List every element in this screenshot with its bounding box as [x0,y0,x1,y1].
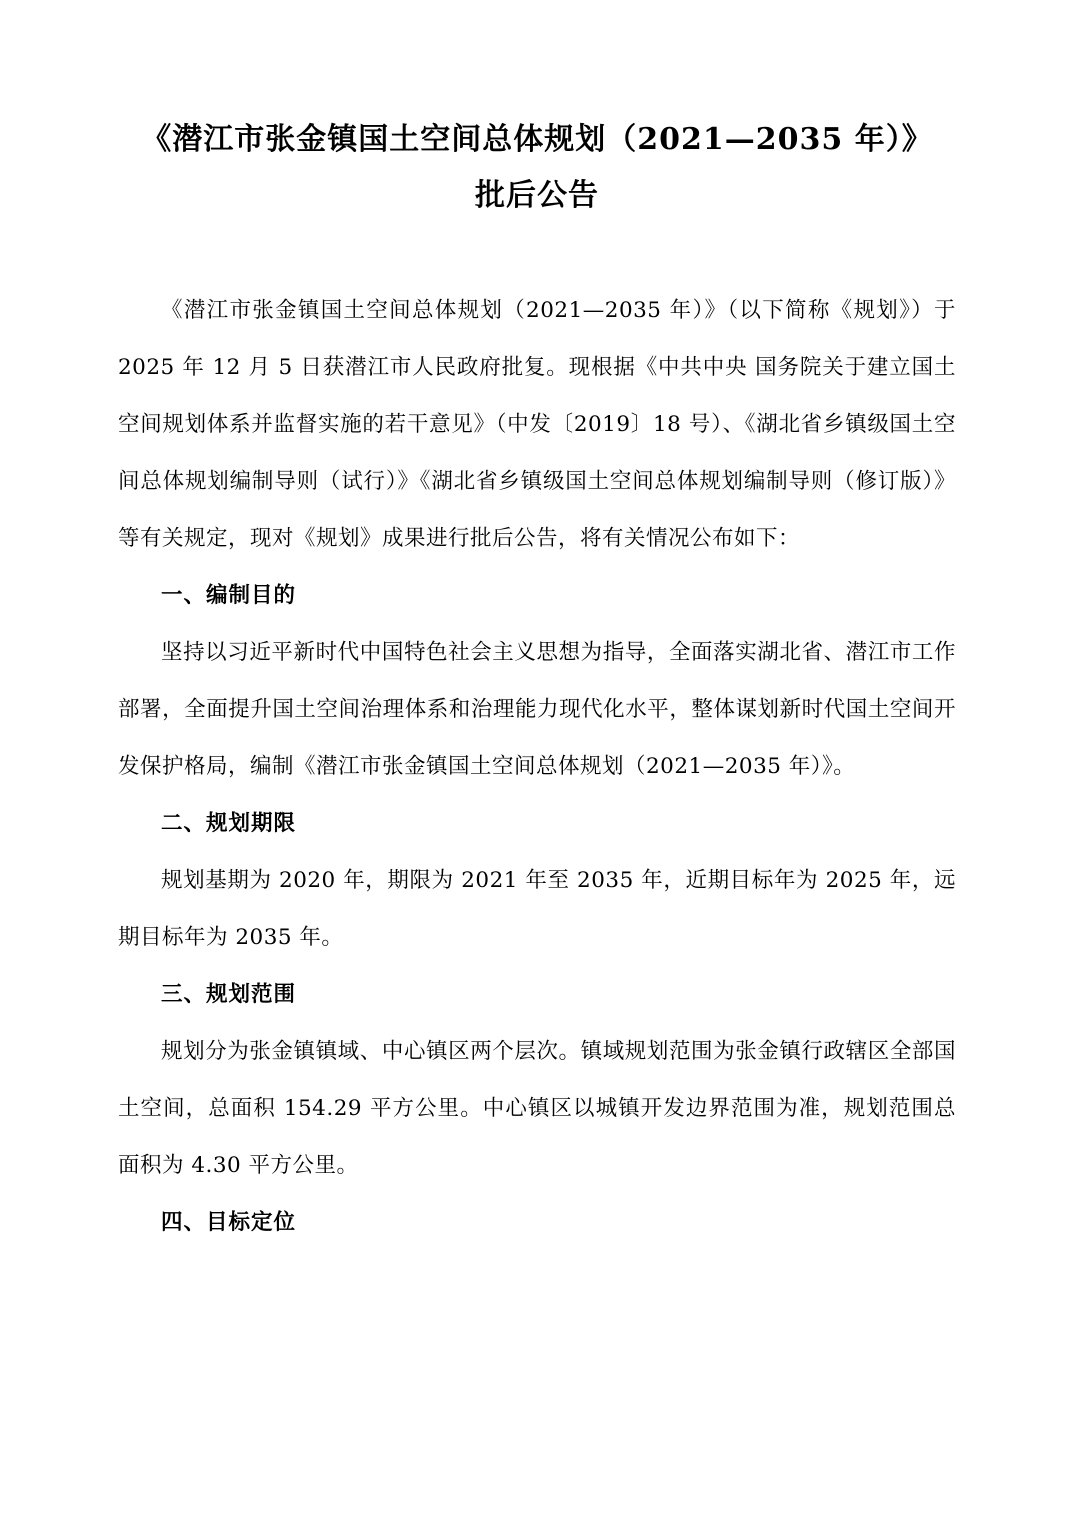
document-body [118,282,956,1251]
page-title [118,112,956,224]
section-heading-3: 三、规划范围 [161,982,297,1007]
section-heading-4: 四、目标定位 [161,1210,297,1235]
section-body-2: 规划基期为 2020 年，期限为 2021 年至 2035 年，近期目标年为 2025 年，远期目标年为 2035 年。 [118,868,956,950]
page-title-line-2: 批后公告 [475,178,599,213]
section-heading-1: 一、编制目的 [161,583,297,608]
section-body-3: 规划分为张金镇镇域、中心镇区两个层次。镇域规划范围为张金镇行政辖区全部国土空间，总面积 154.29 平方公里。中心镇区以城镇开发边界范围为准，规划范围总面积为 4.30 平方公里。 [118,1039,956,1178]
intro-paragraph: 《潜江市张金镇国土空间总体规划（2021—2035 年）》（以下简称《规划》）于 2025 年 12 月 5 日获潜江市人民政府批复。现根据《中共中央 国务院关于建立国土空间规划体系并监督实施的若干意见》（中发〔2019〕18 号）、《湖北省乡镇级国土空间总体规划编制导则（试行）》《湖北省乡镇级国土空间总体规划编制导则（修订版）》等有关规定，现对《规划》成果进行批后公告，将有关情况公布如下： [118,298,956,551]
page-title-line-1: 《潜江市张金镇国土空间总体规划（2021—2035 年）》 [141,122,933,157]
section-heading-2: 二、规划期限 [161,811,297,836]
section-body-1: 坚持以习近平新时代中国特色社会主义思想为指导，全面落实湖北省、潜江市工作部署，全面提升国土空间治理体系和治理能力现代化水平，整体谋划新时代国土空间开发保护格局，编制《潜江市张金镇国土空间总体规划（2021—2035 年）》。 [118,640,956,779]
